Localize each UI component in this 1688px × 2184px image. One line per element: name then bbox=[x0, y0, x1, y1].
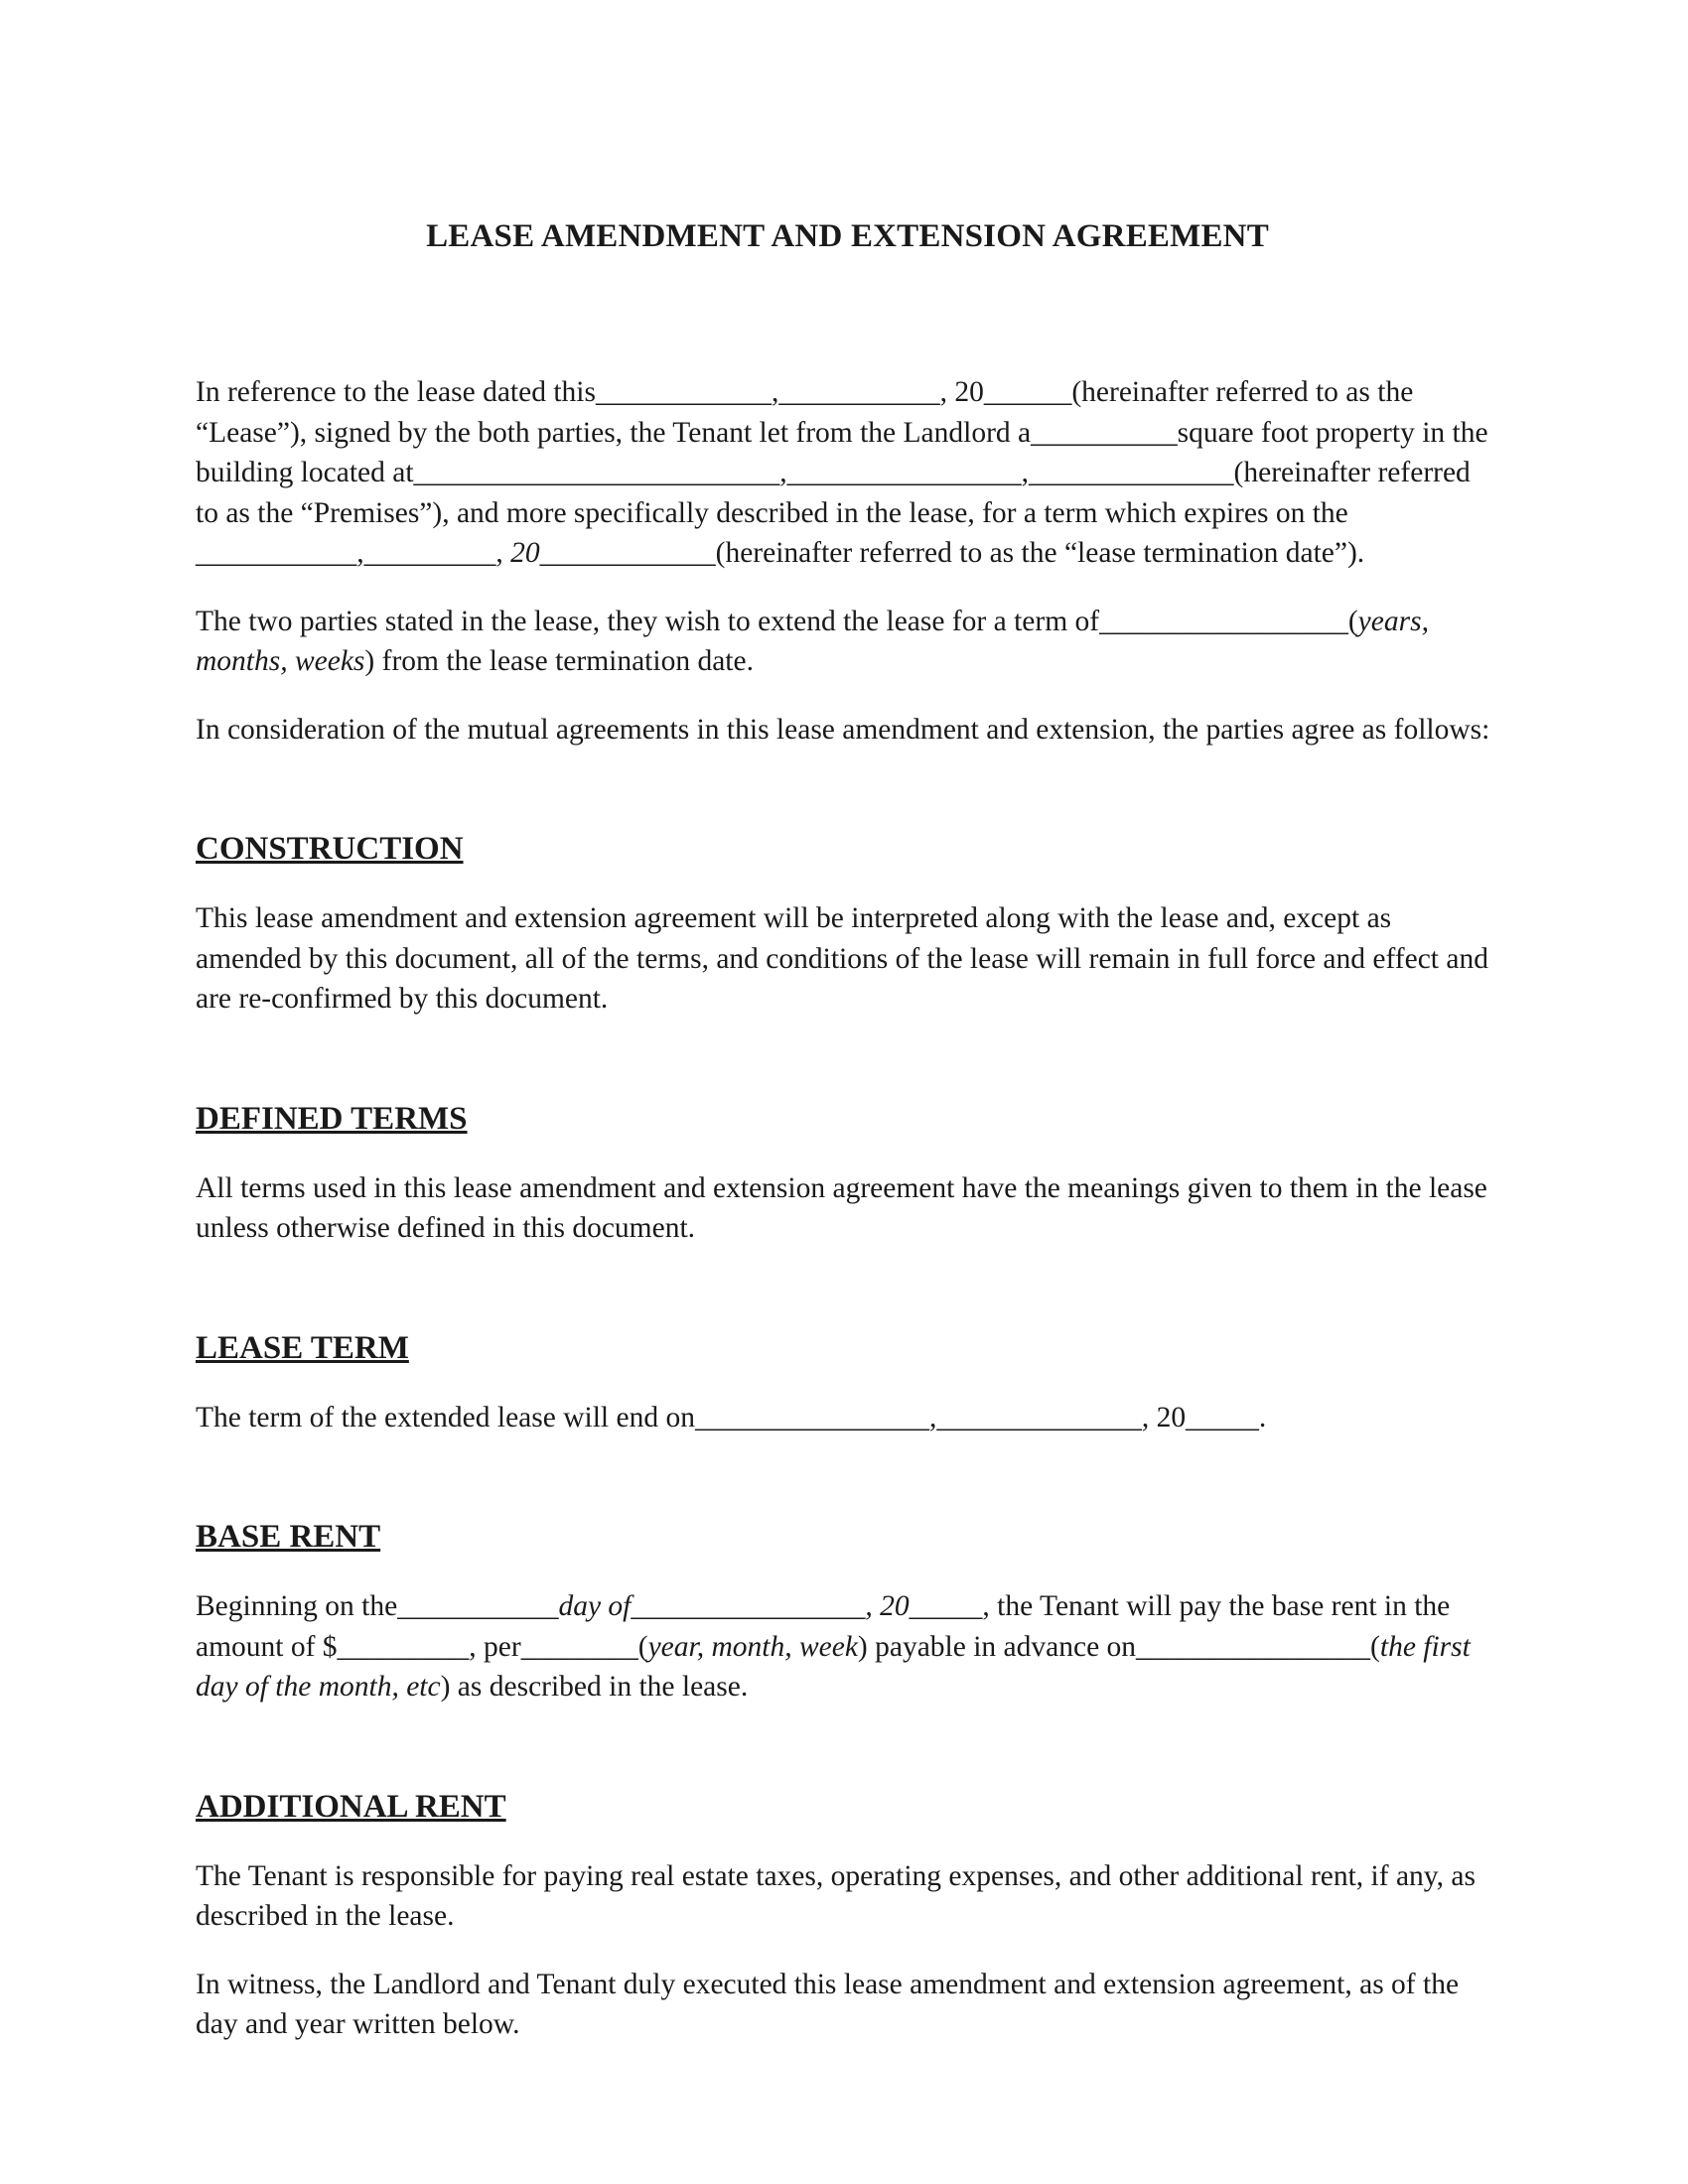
text-run: Beginning on the___________ bbox=[196, 1590, 559, 1622]
document-title: LEASE AMENDMENT AND EXTENSION AGREEMENT bbox=[426, 218, 1269, 254]
intro-paragraph-1 bbox=[196, 372, 1499, 574]
heading-base-rent: BASE RENT bbox=[196, 1519, 381, 1555]
witness-paragraph: In witness, the Landlord and Tenant duly executed this lease amendment and extension agreement, as of the day and year written below. bbox=[196, 1968, 1460, 2040]
text-run: years, months, weeks bbox=[196, 605, 1429, 677]
heading-defined-terms: DEFINED TERMS bbox=[196, 1100, 468, 1137]
text-run: ) from the lease termination date. bbox=[364, 645, 754, 677]
additional-rent-paragraph: The Tenant is responsible for paying real estate taxes, operating expenses, and other additional rent, if any, as described in the lease. bbox=[196, 1859, 1476, 1932]
heading-lease-term: LEASE TERM bbox=[196, 1329, 409, 1366]
intro-paragraph-2 bbox=[196, 602, 1499, 682]
base-rent-paragraph bbox=[196, 1586, 1499, 1707]
construction-paragraph: This lease amendment and extension agreement will be interpreted along with the lease and, except as amended by this document, all of the terms, and conditions of the lease will remain in full force and effect and are re-confirmed by this document. bbox=[196, 902, 1488, 1015]
heading-construction: CONSTRUCTION bbox=[196, 831, 464, 867]
text-run: 20 bbox=[510, 537, 540, 569]
text-run: the first day of the month, etc bbox=[196, 1630, 1471, 1703]
text-run: ) payable in advance on________________( bbox=[857, 1630, 1380, 1663]
lease-term-paragraph: The term of the extended lease will end on________________,______________, 20_____. bbox=[196, 1401, 1267, 1433]
text-run: year, month, week bbox=[647, 1630, 858, 1663]
text-run: The two parties stated in the lease, they wish to extend the lease for a term of_________________( bbox=[196, 605, 1358, 637]
intro-paragraph-3: In consideration of the mutual agreements in this lease amendment and extension, the parties agree as follows: bbox=[196, 713, 1490, 746]
text-run: ____________(hereinafter referred to as the “lease termination date”). bbox=[539, 537, 1365, 569]
text-run: In reference to the lease dated this____________,___________, 20______(hereinafter referred to as the “Lease”), signed by the both parties, the Tenant let from the Landlord a__________square foot property in the building located at_________________________,________________,______________(hereinafter referred to as the “Premises”), and more specifically described in the lease, for a term which expires on the ___________,_________, bbox=[196, 376, 1488, 569]
text-run: ) as described in the lease. bbox=[440, 1671, 749, 1703]
text-run: day of________________, 20 bbox=[558, 1590, 910, 1622]
defined-terms-paragraph: All terms used in this lease amendment and extension agreement have the meanings given to them in the lease unless otherwise defined in this document. bbox=[196, 1171, 1487, 1244]
text-run: _____, the Tenant will pay the base rent in the amount of $_________, per________( bbox=[196, 1590, 1451, 1663]
heading-additional-rent: ADDITIONAL RENT bbox=[196, 1788, 506, 1825]
